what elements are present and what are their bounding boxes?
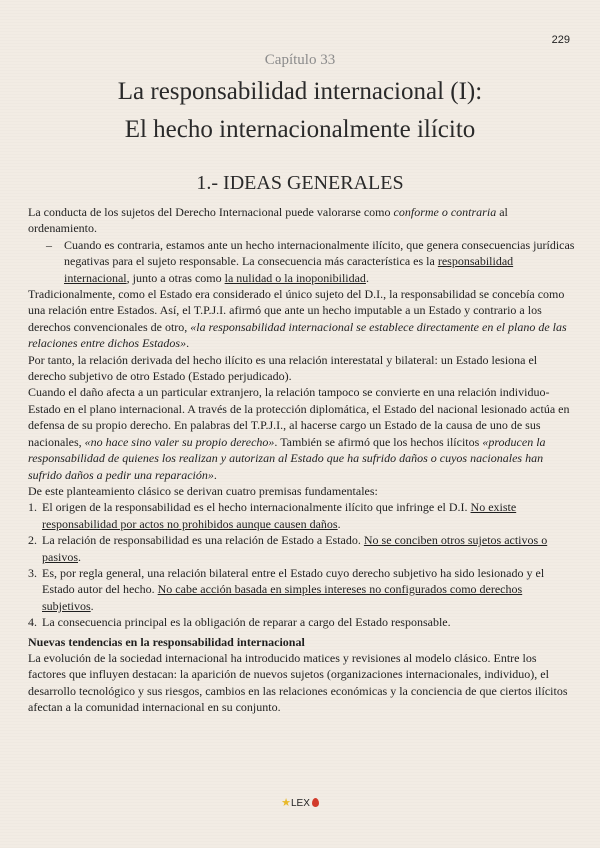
text-span: . xyxy=(78,549,81,564)
text-span: La conducta de los sujetos del Derecho Internacional puede valorarse como xyxy=(28,205,394,219)
list-item xyxy=(28,499,576,532)
paragraph-new-trends: La evolución de la sociedad internacional ha introducido matices y revisiones al modelo clásico. Entre los factores que influyen destacan: la aparición de nuevos sujetos (organizaciones internacionales, individuo), el desarrollo tecnológico y sus riesgos, cambios en las relaciones económicas y la conciencia de que ciertos ilícitos afectan a la comunidad internacional en su conjunto. xyxy=(28,650,568,715)
text-span: Cuando el daño afecta a un particular extranjero, la relación tampoco se convierte en una relación individuo-Estado en el plano internacional. A través de la protección diplomática, el Estado del nacional lesionado actúa en defensa de su propio derecho. En palabras del T.P.J.I., al hacerse cargo un Estado de la causa de uno de sus nacionales, xyxy=(28,385,570,449)
text-span: , junto a otras como xyxy=(126,270,225,285)
paragraph-diplomatic-protection xyxy=(28,384,576,482)
list-item xyxy=(28,237,576,286)
italic-quote: «producen la responsabilidad de quienes los realizan y autorizan al Estado que ha sufrido daños o cuyos nacionales han sufrido daños a pedir una reparación» xyxy=(28,434,546,482)
italic-quote: «la responsabilidad internacional se establece directamente en el plano de las relaciones entre dichos Estados» xyxy=(28,319,567,351)
chapter-title-line2: El hecho internacionalmente ilícito xyxy=(124,116,476,143)
paragraph-interstate: Por tanto, la relación derivada del hecho ilícito es una relación interestatal y bilateral: un Estado lesiona el derecho subjetivo de otro Estado (Estado perjudicado). xyxy=(28,352,538,384)
italic-span: conforme o contraria xyxy=(393,205,497,219)
subheading-text: Nuevas tendencias en la responsabilidad internacional xyxy=(28,634,305,649)
list-number: 3. xyxy=(28,565,37,580)
paragraph-premises-intro: De este planteamiento clásico se derivan cuatro premisas fundamentales: xyxy=(28,483,378,498)
underlined-span: No cabe acción basada en simples intereses no configurados como derechos subjetivos xyxy=(42,582,523,613)
page-number: 229 xyxy=(551,34,570,46)
underlined-span: No se conciben otros sujetos activos o pasivos xyxy=(42,533,548,564)
paragraph-traditional xyxy=(28,286,576,352)
italic-quote: «no hace sino valer su propio derecho» xyxy=(84,434,275,449)
list-number: 4. xyxy=(28,615,37,630)
section-heading: 1.- IDEAS GENERALES xyxy=(196,172,404,194)
text-span: al ordenamiento. xyxy=(28,205,508,236)
list-number: 1. xyxy=(28,500,37,515)
text-span: Es, por regla general, una relación bilateral entre el Estado cuyo derecho subjetivo ha sido lesionado y el Estado autor del hecho. xyxy=(42,565,545,597)
drop-icon xyxy=(312,798,319,807)
list-item xyxy=(28,565,576,614)
footer-logo xyxy=(0,796,600,809)
chapter-title-line1: La responsabilidad internacional (I): xyxy=(117,78,483,105)
text-span: . xyxy=(365,270,369,285)
dash-list xyxy=(28,237,576,286)
text-span: . xyxy=(186,336,190,351)
chapter-label: Capítulo 33 xyxy=(264,52,336,68)
star-icon: ★ xyxy=(281,797,291,809)
footer-text: LEX xyxy=(290,798,310,809)
body-text xyxy=(28,204,576,716)
text-span: El origen de la responsabilidad es el hecho internacionalmente ilícito que infringe el D.I. xyxy=(42,500,471,515)
text-span: . También se afirmó que los hechos ilícitos xyxy=(274,434,483,449)
text-span: . xyxy=(337,516,341,531)
subheading xyxy=(28,634,576,650)
list-item xyxy=(28,532,576,565)
text-span: . xyxy=(90,598,94,613)
premises-list xyxy=(28,499,576,630)
paragraph-intro xyxy=(28,204,576,237)
list-item xyxy=(28,614,576,630)
text-span: Tradicionalmente, como el Estado era considerado el único sujeto del D.I., la responsabilidad se concebía como una relación entre Estados. Así, el T.P.J.I. afirmó que ante un hecho imputable a un Estado y contrario a los derechos convencionales de otro, xyxy=(28,287,565,334)
text-span: Cuando es contraria, estamos ante un hecho internacionalmente ilícito, que genera consecuencias jurídicas negativas para el sujeto responsable. La consecuencia más característica es la xyxy=(64,237,575,269)
text-span: La consecuencia principal es la obligación de reparar a cargo del Estado responsable. xyxy=(42,615,451,630)
text-span: . xyxy=(213,467,217,482)
underlined-span: No existe responsabilidad por actos no prohibidos aunque causen daños xyxy=(42,500,517,531)
list-number: 2. xyxy=(28,533,37,548)
dash-bullet: – xyxy=(46,237,52,252)
underlined-span: responsabilidad internacional xyxy=(64,254,514,285)
underlined-span: la nulidad o la inoponibilidad xyxy=(224,270,366,285)
text-span: La relación de responsabilidad es una relación de Estado a Estado. xyxy=(42,533,364,548)
